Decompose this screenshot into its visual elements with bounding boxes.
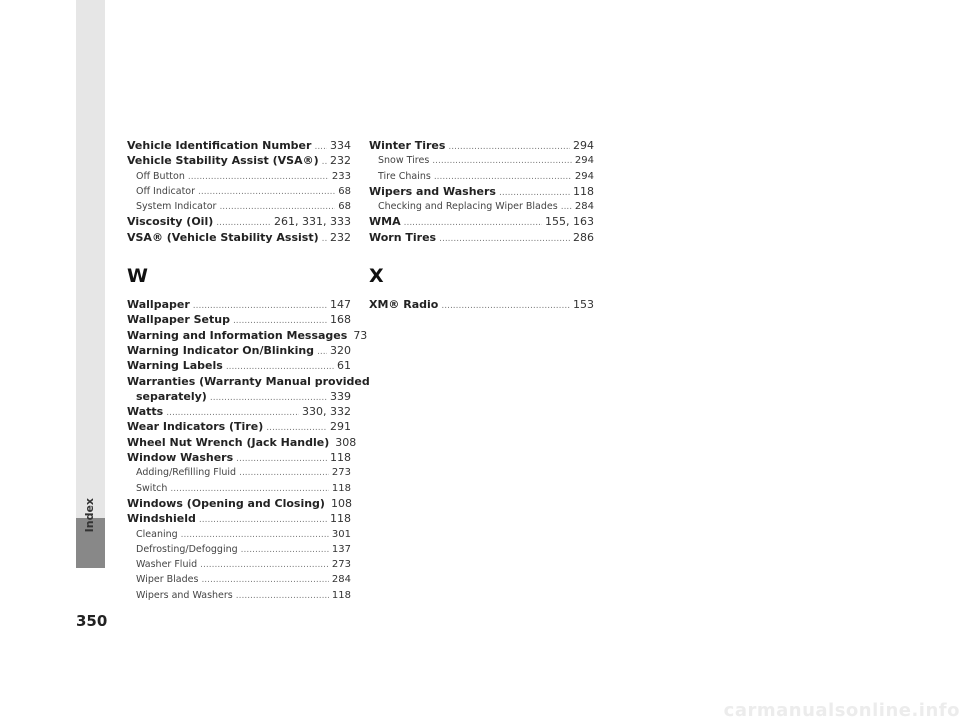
index-entry-page: 168 bbox=[330, 313, 351, 327]
index-entry-term: Viscosity (Oil) bbox=[127, 215, 214, 229]
leader-dots bbox=[201, 573, 328, 588]
index-entry bbox=[127, 588, 351, 603]
index-entry-term: System Indicator bbox=[136, 201, 217, 213]
index-entry-page: 286 bbox=[573, 230, 594, 244]
leader-dots bbox=[439, 232, 570, 247]
index-entry-term: VSA® (Vehicle Stability Assist) bbox=[127, 230, 319, 244]
index-entry bbox=[127, 557, 351, 572]
index-entry-term: Wipers and Washers bbox=[136, 589, 233, 601]
index-entry-page: 273 bbox=[331, 467, 351, 479]
index-entry bbox=[127, 328, 368, 343]
leader-dots bbox=[322, 155, 327, 170]
index-entry bbox=[127, 404, 351, 419]
index-entry-page: 301 bbox=[331, 528, 351, 540]
index-entry-term: Off Indicator bbox=[136, 185, 196, 197]
index-entry bbox=[369, 153, 594, 168]
index-entry-page: 73 bbox=[353, 328, 368, 342]
leader-dots bbox=[317, 345, 327, 360]
leader-dots bbox=[188, 170, 329, 185]
index-entry-page: 153 bbox=[573, 298, 594, 312]
index-entry-page: 320 bbox=[330, 343, 351, 357]
index-entry-page: 284 bbox=[574, 201, 594, 213]
index-entry bbox=[369, 297, 594, 312]
index-entry-term: Adding/Refilling Fluid bbox=[136, 467, 237, 479]
leader-dots bbox=[432, 154, 572, 169]
index-entry-page: 118 bbox=[330, 512, 351, 526]
leader-dots bbox=[236, 452, 327, 467]
leader-dots bbox=[200, 558, 329, 573]
index-entry bbox=[127, 169, 351, 184]
index-entry bbox=[127, 199, 351, 214]
index-entry bbox=[127, 389, 351, 404]
index-entry-term: Winter Tires bbox=[369, 139, 446, 152]
index-entry bbox=[127, 527, 351, 542]
index-entry-page: 137 bbox=[331, 543, 351, 555]
index-entry-page: 232 bbox=[330, 154, 351, 168]
leader-dots bbox=[236, 589, 329, 604]
leader-dots bbox=[170, 482, 328, 497]
index-entry bbox=[127, 358, 351, 373]
index-entry-page: 284 bbox=[331, 574, 351, 586]
index-entry bbox=[127, 419, 351, 434]
section-letter-x: X bbox=[369, 265, 384, 288]
index-entry-term: Window Washers bbox=[127, 451, 234, 465]
index-entry-term: Tire Chains bbox=[378, 170, 431, 182]
leader-dots bbox=[322, 232, 327, 247]
index-entry-page: 330, 332 bbox=[302, 405, 351, 419]
leader-dots bbox=[561, 200, 572, 215]
index-entry-term: Off Button bbox=[136, 170, 185, 182]
index-entry-page: 118 bbox=[330, 451, 351, 465]
entry-list-w bbox=[127, 297, 370, 603]
page-number: 350 bbox=[76, 612, 108, 630]
index-entry-page: 232 bbox=[330, 230, 351, 244]
index-entry bbox=[127, 450, 351, 465]
index-entry-term: Washer Fluid bbox=[136, 559, 198, 571]
index-entry-page: 291 bbox=[330, 420, 351, 434]
index-entry bbox=[127, 465, 351, 480]
index-entry-page: 118 bbox=[573, 184, 594, 198]
index-entry-term: Wallpaper Setup bbox=[127, 313, 230, 327]
index-entry-term: Watts bbox=[127, 405, 164, 419]
index-entry-page: 147 bbox=[330, 298, 351, 312]
index-entry-page: 155, 163 bbox=[545, 215, 594, 229]
entry-list-x bbox=[369, 297, 594, 312]
section-letter-w: W bbox=[127, 265, 148, 288]
index-entry bbox=[127, 542, 351, 557]
index-entry bbox=[127, 343, 351, 358]
index-entry bbox=[127, 138, 351, 153]
leader-dots bbox=[239, 466, 329, 481]
index-entry-page: 61 bbox=[337, 359, 351, 373]
index-entry bbox=[369, 184, 594, 199]
index-entry-term: WMA bbox=[369, 215, 401, 229]
index-entry bbox=[127, 481, 351, 496]
index-entry-term: Cleaning bbox=[136, 528, 178, 540]
leader-dots bbox=[441, 299, 570, 314]
index-column-right bbox=[369, 138, 594, 312]
entry-list-w-cont bbox=[369, 138, 594, 245]
index-entry-term: Wallpaper bbox=[127, 298, 190, 312]
index-entry-term: XM® Radio bbox=[369, 298, 439, 312]
index-entry-page: 118 bbox=[331, 589, 351, 601]
index-side-bar bbox=[76, 0, 105, 568]
index-entry bbox=[127, 184, 351, 199]
index-entry-page: 261, 331, 333 bbox=[274, 215, 351, 229]
watermark-text: carmanualsonline.info bbox=[723, 700, 960, 721]
index-entry bbox=[127, 312, 351, 327]
index-entry-page: 294 bbox=[573, 139, 594, 152]
index-entry-term: Windows (Opening and Closing) bbox=[127, 496, 325, 510]
index-entry-term: Wheel Nut Wrench (Jack Handle) bbox=[127, 435, 330, 449]
index-entry-term: Vehicle Identification Number bbox=[127, 139, 312, 152]
index-entry-page: 334 bbox=[330, 139, 351, 152]
index-entry bbox=[127, 214, 351, 229]
index-entry bbox=[127, 435, 357, 450]
index-entry-page: 68 bbox=[338, 201, 351, 213]
entry-list-v bbox=[127, 138, 351, 245]
leader-dots bbox=[181, 528, 329, 543]
index-entry bbox=[369, 138, 594, 153]
index-entry bbox=[127, 153, 351, 168]
leader-dots bbox=[448, 140, 570, 155]
index-entry-page: 68 bbox=[338, 185, 351, 197]
index-entry-term: Wear Indicators (Tire) bbox=[127, 420, 264, 434]
index-entry-page: 339 bbox=[330, 389, 351, 403]
index-entry-term: separately) bbox=[136, 389, 207, 403]
index-entry-page: 108 bbox=[330, 496, 352, 510]
index-entry-term: Worn Tires bbox=[369, 230, 437, 244]
index-entry-term: Wiper Blades bbox=[136, 574, 199, 586]
index-entry-term: Warranties (Warranty Manual provided bbox=[127, 374, 370, 388]
index-entry-term: Warning Indicator On/Blinking bbox=[127, 343, 315, 357]
leader-dots bbox=[198, 185, 335, 200]
index-entry-page: 294 bbox=[574, 155, 594, 167]
index-side-label: Index bbox=[83, 498, 96, 533]
index-entry bbox=[127, 572, 351, 587]
index-entry-term: Windshield bbox=[127, 512, 196, 526]
index-entry-page: 308 bbox=[335, 435, 357, 449]
index-entry bbox=[369, 199, 594, 214]
index-entry-page: 118 bbox=[331, 482, 351, 494]
index-entry bbox=[127, 297, 351, 312]
index-entry-term: Switch bbox=[136, 482, 168, 494]
index-column-left bbox=[127, 138, 370, 603]
index-entry-term: Warning and Information Messages bbox=[127, 328, 348, 342]
index-entry-page: 294 bbox=[574, 170, 594, 182]
index-entry bbox=[127, 496, 351, 511]
index-entry bbox=[127, 230, 351, 245]
index-entry-page: 233 bbox=[331, 170, 351, 182]
index-entry bbox=[369, 230, 594, 245]
index-entry bbox=[127, 374, 370, 389]
index-entry-term: Snow Tires bbox=[378, 155, 430, 167]
index-entry bbox=[369, 169, 594, 184]
index-entry bbox=[369, 214, 594, 229]
index-entry-term: Warning Labels bbox=[127, 359, 223, 373]
leader-dots bbox=[219, 200, 335, 215]
index-entry-page: 273 bbox=[331, 559, 351, 571]
leader-dots bbox=[241, 543, 329, 558]
leader-dots bbox=[199, 513, 327, 528]
index-entry-term: Checking and Replacing Wiper Blades bbox=[378, 201, 558, 213]
index-entry bbox=[127, 511, 351, 526]
leader-dots bbox=[434, 170, 572, 185]
index-entry-term: Wipers and Washers bbox=[369, 184, 496, 198]
index-entry-term: Defrosting/Defogging bbox=[136, 543, 238, 555]
index-entry-term: Vehicle Stability Assist (VSA®) bbox=[127, 154, 319, 168]
